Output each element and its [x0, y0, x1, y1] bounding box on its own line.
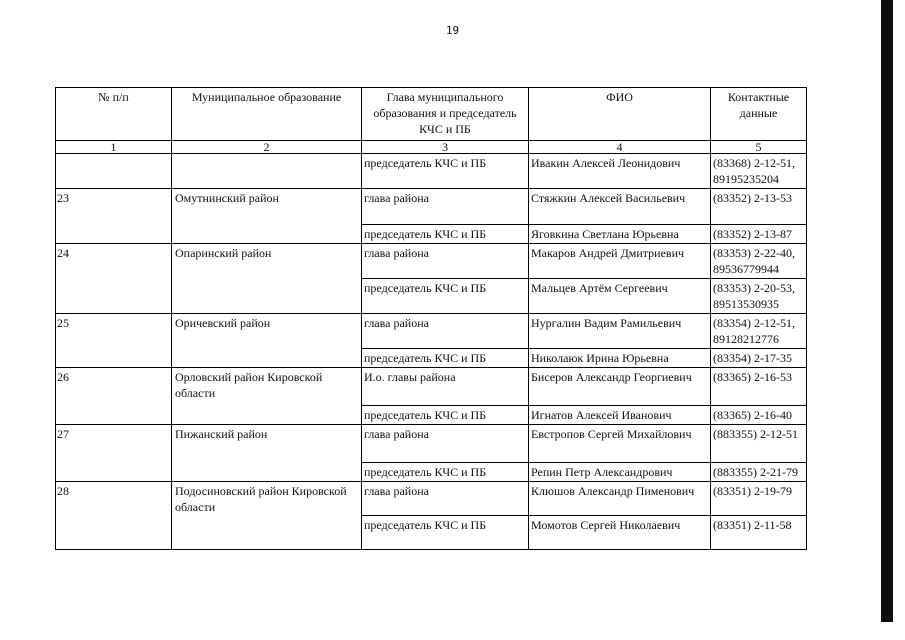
contacts-cell: (83352) 2-13-53: [711, 189, 807, 225]
contacts-cell: (83353) 2-20-53, 89513530935: [711, 279, 807, 314]
name-cell: Стяжкин Алексей Васильевич: [529, 189, 711, 225]
column-number: 5: [711, 141, 807, 154]
name-cell: Бисеров Александр Георгиевич: [529, 368, 711, 406]
contacts-cell: (83354) 2-17-35: [711, 349, 807, 368]
page-number: 19: [445, 24, 460, 37]
municipality-cell: Опаринский район: [172, 244, 362, 314]
position-cell: И.о. главы района: [362, 368, 529, 406]
contacts-cell: (83351) 2-19-79: [711, 482, 807, 516]
position-cell: председатель КЧС и ПБ: [362, 225, 529, 244]
table-row: [56, 244, 807, 279]
column-number: 2: [172, 141, 362, 154]
header-row: [56, 88, 807, 141]
contacts-cell: (83368) 2-12-51, 89195235204: [711, 154, 807, 189]
scan-edge: [881, 0, 893, 622]
contacts-cell: (83365) 2-16-53: [711, 368, 807, 406]
row-number: 23: [56, 189, 172, 244]
column-number: 3: [362, 141, 529, 154]
municipality-cell: [172, 154, 362, 189]
position-cell: председатель КЧС и ПБ: [362, 154, 529, 189]
name-cell: Клюшов Александр Пименович: [529, 482, 711, 516]
position-cell: председатель КЧС и ПБ: [362, 349, 529, 368]
name-cell: Мальцев Артём Сергеевич: [529, 279, 711, 314]
header-position: Глава муниципального образования и председатель КЧС и ПБ: [362, 88, 529, 141]
position-cell: глава района: [362, 189, 529, 225]
row-number: 27: [56, 425, 172, 482]
officials-table: [55, 87, 807, 550]
header-number: № п/п: [56, 88, 172, 141]
table-row: [56, 425, 807, 463]
name-cell: Макаров Андрей Дмитриевич: [529, 244, 711, 279]
contacts-cell: (83351) 2-11-58: [711, 516, 807, 550]
municipality-cell: Подосиновский район Кировской области: [172, 482, 362, 550]
municipality-cell: Орловский район Кировской области: [172, 368, 362, 425]
row-number: 24: [56, 244, 172, 314]
contacts-cell: (883355) 2-21-79: [711, 463, 807, 482]
municipality-cell: Пижанский район: [172, 425, 362, 482]
position-cell: председатель КЧС и ПБ: [362, 279, 529, 314]
position-cell: глава района: [362, 244, 529, 279]
contacts-cell: (83354) 2-12-51, 89128212776: [711, 314, 807, 349]
position-cell: глава района: [362, 314, 529, 349]
column-number: 4: [529, 141, 711, 154]
row-number: 28: [56, 482, 172, 550]
name-cell: Игнатов Алексей Иванович: [529, 406, 711, 425]
position-cell: глава района: [362, 425, 529, 463]
name-cell: Репин Петр Александрович: [529, 463, 711, 482]
municipality-cell: Оричевский район: [172, 314, 362, 368]
contacts-cell: (83352) 2-13-87: [711, 225, 807, 244]
name-cell: Момотов Сергей Николаевич: [529, 516, 711, 550]
position-cell: председатель КЧС и ПБ: [362, 463, 529, 482]
contacts-cell: (83353) 2-22-40, 89536779944: [711, 244, 807, 279]
column-numbers-row: [56, 141, 807, 154]
row-number: 25: [56, 314, 172, 368]
row-number: 26: [56, 368, 172, 425]
position-cell: глава района: [362, 482, 529, 516]
table-body: [56, 154, 807, 550]
table-row: [56, 154, 807, 189]
header-municipality: Муниципальное образование: [172, 88, 362, 141]
table-row: [56, 482, 807, 516]
name-cell: Николаюк Ирина Юрьевна: [529, 349, 711, 368]
header-contacts: Контактные данные: [711, 88, 807, 141]
name-cell: Нургалин Вадим Рамильевич: [529, 314, 711, 349]
table-header: [56, 88, 807, 154]
contacts-cell: (83365) 2-16-40: [711, 406, 807, 425]
position-cell: председатель КЧС и ПБ: [362, 406, 529, 425]
table-row: [56, 368, 807, 406]
contacts-cell: (883355) 2-12-51: [711, 425, 807, 463]
table-row: [56, 189, 807, 225]
name-cell: Евстропов Сергей Михайлович: [529, 425, 711, 463]
position-cell: председатель КЧС и ПБ: [362, 516, 529, 550]
name-cell: Ивакин Алексей Леонидович: [529, 154, 711, 189]
row-number: [56, 154, 172, 189]
name-cell: Яговкина Светлана Юрьевна: [529, 225, 711, 244]
table-row: [56, 314, 807, 349]
column-number: 1: [56, 141, 172, 154]
header-name: ФИО: [529, 88, 711, 141]
municipality-cell: Омутнинский район: [172, 189, 362, 244]
